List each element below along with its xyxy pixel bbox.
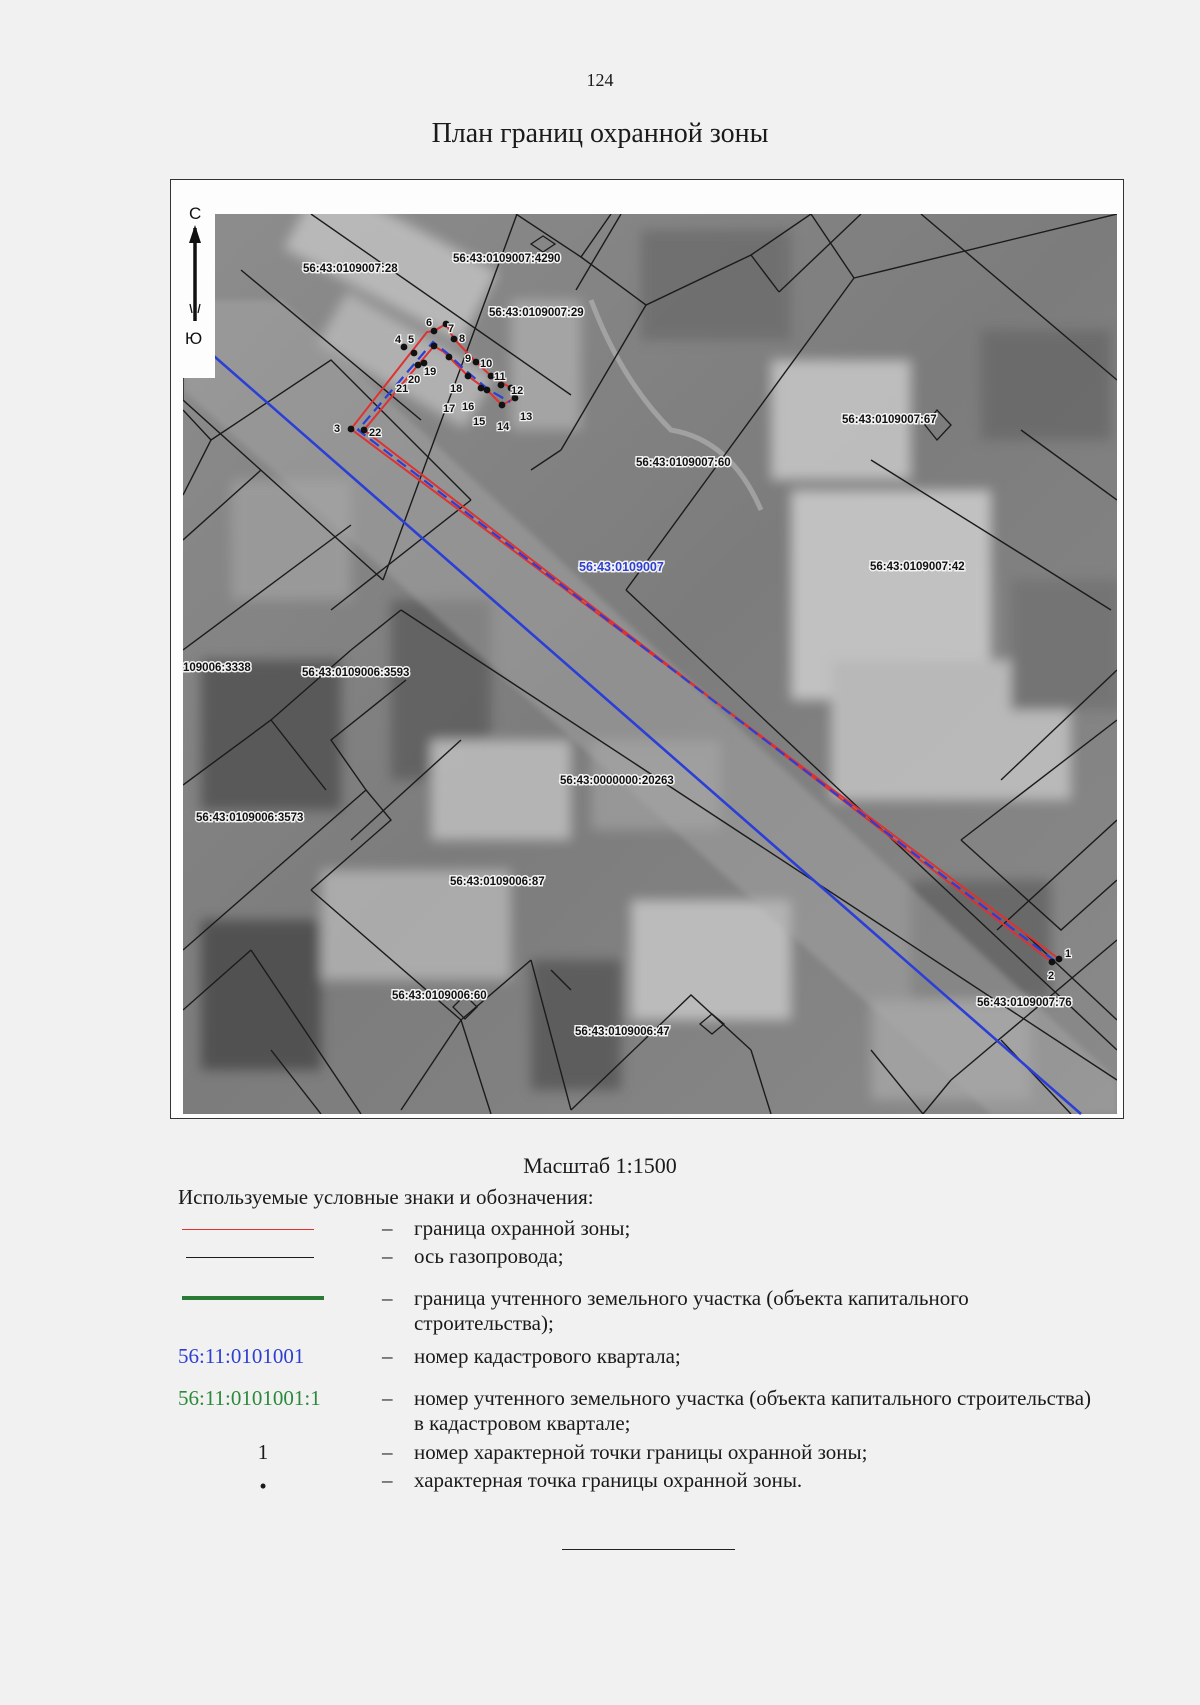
page-number: 124 <box>586 70 614 90</box>
point-marker <box>451 336 458 343</box>
parcel-label: 56:43:0109006:47 <box>575 1026 670 1038</box>
point-label: 8 <box>459 333 466 345</box>
point-label: 17 <box>443 403 456 415</box>
point-label: 12 <box>511 385 524 397</box>
legend-dash: – <box>382 1468 393 1492</box>
point-label: 4 <box>395 334 402 346</box>
point-marker <box>473 359 480 366</box>
map-svg <box>171 180 1123 1118</box>
legend-text: номер учтенного земельного участка (объекта капитального строительства) в кадастровом квартале; <box>414 1386 1092 1435</box>
point-label: 21 <box>396 383 409 395</box>
parcel-label: 56:43:0109007:60 <box>636 457 731 469</box>
legend-quarter-code: 56:11:0101001 <box>178 1344 305 1368</box>
point-label: 7 <box>448 323 455 335</box>
aerial-photo <box>183 180 1121 1114</box>
point-label: 5 <box>408 334 415 346</box>
compass-south-label: Ю <box>185 329 203 348</box>
point-label: 15 <box>473 416 486 428</box>
legend-dash: – <box>382 1440 393 1464</box>
legend-text: граница учтенного земельного участка (объекта капитального строительства); <box>414 1286 969 1335</box>
point-marker <box>499 402 506 409</box>
point-label: 11 <box>494 371 506 383</box>
legend-symbol-black-line <box>178 1244 368 1269</box>
point-marker <box>411 350 418 357</box>
parcel-label: 56:43:0109007:42 <box>870 561 965 573</box>
point-label: 10 <box>480 358 493 370</box>
legend-plot-code: 56:11:0101001:1 <box>178 1386 321 1410</box>
quarter-label: 56:43:0109007 <box>579 560 664 574</box>
point-marker <box>484 387 491 394</box>
point-label: 16 <box>462 401 475 413</box>
legend-text: номер характерной точки границы охранной зоны; <box>414 1440 868 1464</box>
legend-symbol-red-line <box>178 1216 368 1241</box>
parcel-label: 56:43:0109006:87 <box>450 876 545 888</box>
legend-dash: – <box>382 1244 393 1268</box>
page-title: План границ охранной зоны <box>431 118 769 149</box>
point-label: 6 <box>426 317 433 329</box>
parcel-label: 56:43:0109007:28 <box>303 263 398 275</box>
legend-symbol-green-line <box>178 1286 368 1311</box>
parcel-label: 56:43:0109006:60 <box>392 990 487 1002</box>
legend-dash: – <box>382 1344 393 1368</box>
point-label: 14 <box>497 421 510 433</box>
point-marker <box>361 427 368 434</box>
point-marker <box>446 354 453 361</box>
legend-text: ось газопровода; <box>414 1244 564 1268</box>
point-label: 22 <box>369 427 382 439</box>
point-label: 1 <box>1065 948 1072 960</box>
point-label: 3 <box>334 423 341 435</box>
legend-point-dot-icon: • <box>259 1474 267 1498</box>
map-frame <box>170 179 1124 1119</box>
point-label: 19 <box>424 366 437 378</box>
legend-dash: – <box>382 1386 393 1410</box>
point-marker <box>478 385 485 392</box>
point-label: 2 <box>1048 970 1055 982</box>
parcel-label: 56:43:0109006:3593 <box>302 667 410 679</box>
legend-dash: – <box>382 1216 393 1240</box>
legend-point-number: 1 <box>257 1440 269 1464</box>
point-label: 9 <box>465 353 472 365</box>
legend-heading: Используемые условные знаки и обозначения: <box>178 1185 594 1209</box>
point-marker <box>415 362 422 369</box>
parcel-label: 56:43:0109007:67 <box>842 414 937 426</box>
point-label: 18 <box>450 383 463 395</box>
legend-dash: – <box>382 1286 393 1310</box>
parcel-label: 56:43:0000000:20263 <box>560 775 674 787</box>
compass <box>175 200 215 378</box>
point-marker <box>401 344 408 351</box>
point-marker <box>1049 959 1056 966</box>
point-marker <box>431 343 438 350</box>
end-rule <box>562 1549 735 1550</box>
compass-north-label: С <box>189 204 202 223</box>
point-label: 20 <box>408 374 421 386</box>
point-marker <box>465 373 472 380</box>
legend-text: граница охранной зоны; <box>414 1216 631 1240</box>
parcel-label: 56:43:0109007:76 <box>977 997 1072 1009</box>
legend-text: номер кадастрового квартала; <box>414 1344 681 1368</box>
scale-text: Масштаб 1:1500 <box>523 1153 677 1178</box>
point-marker <box>348 426 355 433</box>
legend-text: характерная точка границы охранной зоны. <box>414 1468 803 1492</box>
parcel-label: 56:43:0109007:29 <box>489 307 584 319</box>
parcel-label: 109006:3338 <box>183 662 251 674</box>
point-marker <box>1056 956 1063 963</box>
parcel-label: 56:43:0109006:3573 <box>196 812 304 824</box>
point-label: 13 <box>520 411 533 423</box>
parcel-label: 56:43:0109007:4290 <box>453 253 561 265</box>
